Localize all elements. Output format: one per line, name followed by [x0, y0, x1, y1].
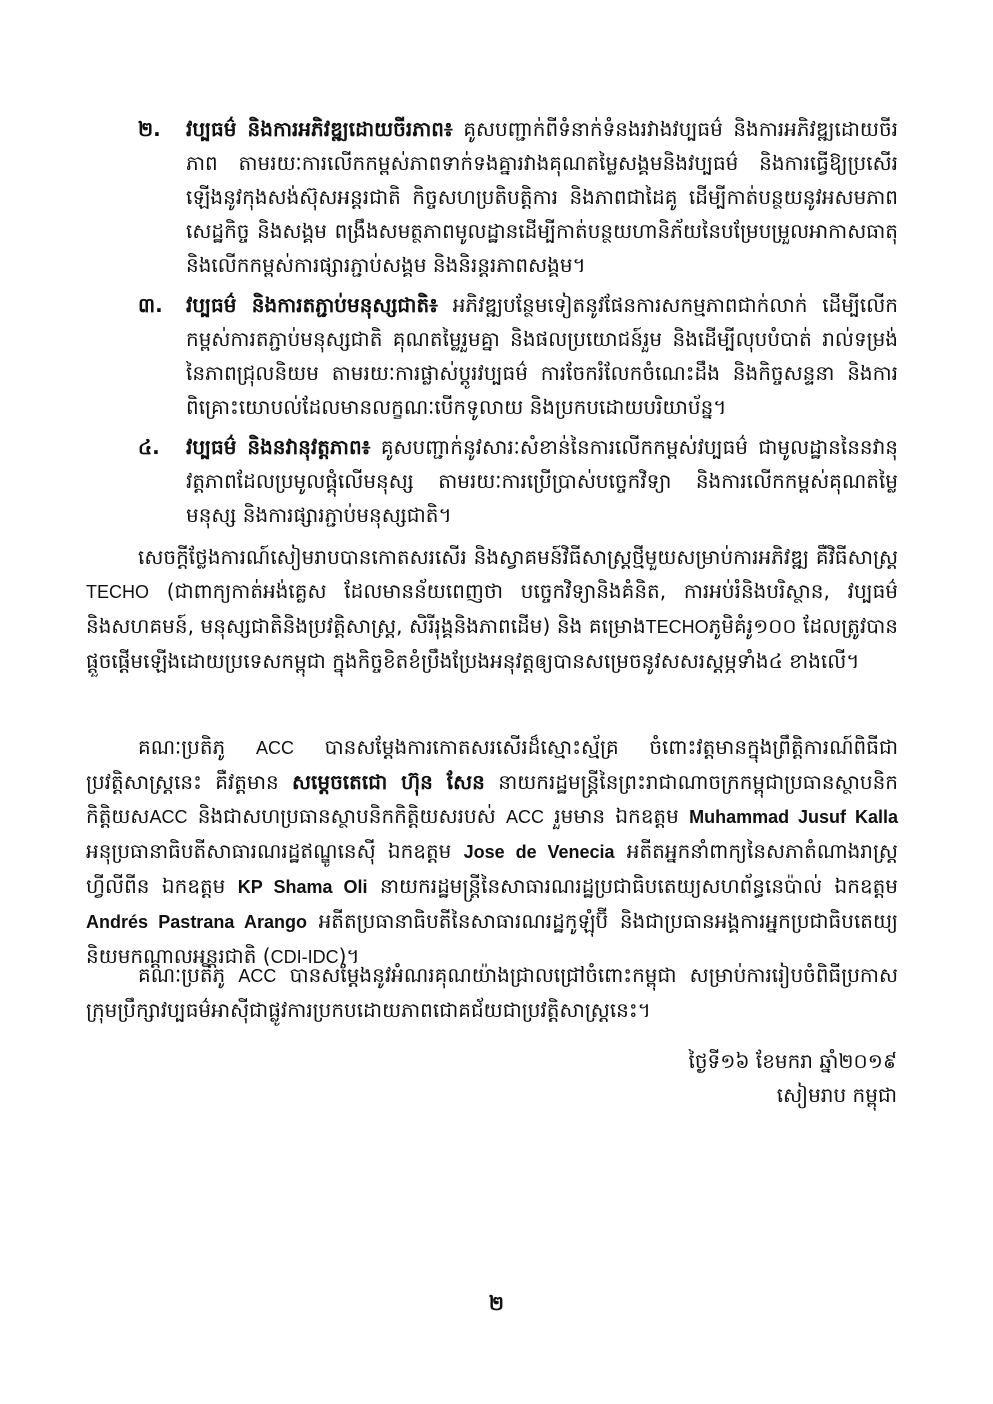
list-item-4 — [138, 430, 898, 532]
item-heading: វប្បធម៌ និងការអភិវឌ្ឍដោយចីរភាព៖ — [186, 117, 453, 141]
item-text: គូសបញ្ជាក់នូវសារៈសំខាន់នៃការលើកកម្ពស់វប្បធម៌ ជាមូលដ្ឋាននៃនវានុវត្តភាពដែលប្រមូលផ្តុំលើមនុស្ស តាមរយៈការប្រើប្រាស់បច្ចេកវិទ្យា និងការលើកកម្ពស់គុណតម្លៃមនុស្ស និងការផ្សារភ្ជាប់មនុស្សជាតិ។ — [186, 435, 898, 527]
dignitary-name: KP Shama Oli — [237, 877, 368, 897]
paragraph-acknowledgement: គណៈប្រតិភូ ACC បានសម្តែងការកោតសរសើរដ៏ស្មោះស្ម័គ្រ ចំពោះវត្តមានក្នុងព្រឹត្តិការណ៍ពិធីជាប្រវត្តិសាស្ត្រនេះ គឺវត្តមាន សម្តេចតេជោ ហ៊ុន សែន នាយករដ្ឋមន្ត្រីនៃព្រះរាជាណាចក្រកម្ពុជាប្រធានស្ថាបនិកកិត្តិយសACC និងជាសហប្រធានស្ថាបនិកកិត្តិយសរបស់ ACC រួមមាន ឯកឧត្តម Muhammad Jusuf Kalla អនុប្រធានាធិបតីសាធារណរដ្ឋឥណ្ឌូនេស៊ី ឯកឧត្តម Jose de Venecia អតីតអ្នកនាំពាក្យនៃសភាតំណាងរាស្ត្រហ្វីលីពីន ឯកឧត្តម KP Shama Oli នាយករដ្ឋមន្ត្រីនៃសាធារណរដ្ឋប្រជាធិបតេយ្យសហព័ន្ធនេប៉ាល់ ឯកឧត្តម Andrés Pastrana Arango អតីតប្រធានាធិបតីនៃសាធារណរដ្ឋកូឡុំប៊ី និងជាប្រធានអង្គការអ្នកប្រជាធិបតេយ្យនិយមកណ្តាលអន្តរជាតិ (CDI-IDC)។ — [86, 735, 899, 968]
dignitary-name: Muhammad Jusuf Kalla — [689, 807, 898, 827]
signature-date: ថ្ងៃទី១៦ ខែមករា ឆ្នាំ២០១៩ — [688, 1049, 897, 1073]
paragraph-techo: សេចក្តីថ្លែងការណ៍សៀមរាបបានកោតសរសើរ និងស្វាគមន៍វិធីសាស្ត្រថ្មីមួយសម្រាប់ការអភិវឌ្ឍ គឺវិធីសាស្ត្រ TECHO (ជាពាក្យកាត់អង់គ្លេស ដែលមានន័យពេញថា បច្ចេកវិទ្យានិងគំនិត, ការអប់រំនិងបរិស្ថាន, វប្បធម៌និងសហគមន៍, មនុស្សជាតិនិងប្រវត្តិសាស្ត្រ, សិរីរុង្គនិងភាពដើម) និង គម្រោងTECHOភូមិគំរូ១០០ ដែលត្រូវបានផ្តួចផ្តើមឡើងដោយប្រទេសកម្ពុជា ក្នុងកិច្ចខិតខំប្រឹងប្រែងអនុវត្តឲ្យបានសម្រេចនូវសសរស្តម្ភទាំង៤ ខាងលើ។ — [86, 545, 899, 673]
dignitary-name: Andrés Pastrana Arango — [86, 912, 307, 932]
item-heading: វប្បធម៌ និងការតភ្ជាប់មនុស្សជាតិ៖ — [186, 293, 438, 317]
item-text: អភិវឌ្ឍបន្ថែមទៀតនូវផែនការសកម្មភាពជាក់លាក់ ដើម្បីលើកកម្ពស់ការតភ្ជាប់មនុស្សជាតិ គុណតម្លៃរួមគ្នា និងផលប្រយោជន៍រួម និងដើម្បីលុបបំបាត់ រាល់ទម្រង់នៃភាពជ្រុលនិយម តាមរយៈការផ្លាស់ប្តូរវប្បធម៌ ការចែករំលែកចំណេះដឹង និងកិច្ចសន្ទនា និងការពិគ្រោះយោបល់ដែលមានលក្ខណៈបើកទូលាយ និងប្រកបដោយបរិយាប័ន្ន។ — [186, 293, 898, 419]
item-number: ៣. — [138, 293, 163, 317]
item-body — [186, 430, 898, 532]
list-item-2 — [138, 112, 898, 282]
list-item-3 — [138, 288, 898, 424]
hun-sen-name: សម្តេចតេជោ ហ៊ុន សែន — [292, 770, 485, 794]
item-number: ២. — [138, 117, 161, 141]
page-number: ២ — [488, 1291, 505, 1315]
signature-block — [688, 1044, 897, 1112]
item-text: គូសបញ្ជាក់ពីទំនាក់ទំនងរវាងវប្បធម៌ និងការអភិវឌ្ឍដោយចីរភាព តាមរយៈការលើកកម្ពស់ភាពទាក់ទងគ្នារវាងគុណតម្លៃសង្គមនិងវប្បធម៌ និងការធ្វើឱ្យប្រសើរឡើងនូវកុងសង់ស៊ុសអន្តរជាតិ កិច្ចសហប្រតិបត្តិការ និងភាពជាដៃគូ ដើម្បីកាត់បន្ថយនូវអសមភាពសេដ្ឋកិច្ច និងសង្គម ពង្រឹងសមត្ថភាពមូលដ្ឋានដើម្បីកាត់បន្ថយហានិភ័យនៃបម្រែបម្រួលអាកាសធាតុ និងលើកកម្ពស់ការផ្សារភ្ជាប់សង្គម និងនិរន្តរភាពសង្គម។ — [186, 117, 899, 277]
item-heading: វប្បធម៌ និងនវានុវត្តភាព៖ — [186, 435, 371, 459]
signature-place: សៀមរាប កម្ពុជា — [776, 1083, 897, 1107]
item-number: ៤. — [138, 435, 160, 459]
item-body — [186, 112, 898, 282]
item-body — [186, 288, 898, 424]
dignitary-name: Jose de Venecia — [463, 842, 615, 862]
paragraph-thanks: គណៈប្រតិភូ ACC បានសម្តែងនូវអំណរគុណយ៉ាងជ្រាលជ្រៅចំពោះកម្ពុជា សម្រាប់ការរៀបចំពិធីប្រកាសក្រុមប្រឹក្សាវប្បធម៌អាស៊ីជាផ្លូវការប្រកបដោយភាពជោគជ័យជាប្រវត្តិសាស្ត្រនេះ។ — [86, 963, 898, 1022]
